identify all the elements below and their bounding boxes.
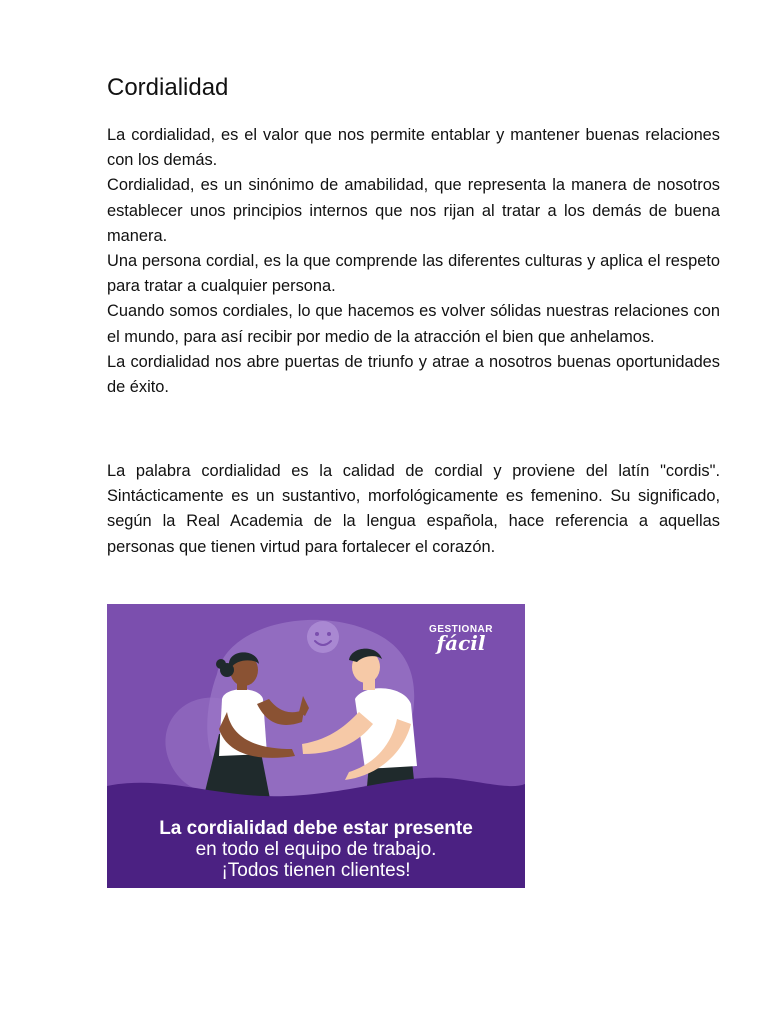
caption-line-3: ¡Todos tienen clientes! xyxy=(221,860,411,881)
paragraph: Una persona cordial, es la que comprende las diferentes culturas y aplica el respeto para tratar a cualquier persona. xyxy=(107,252,720,296)
paragraph: Cuando somos cordiales, lo que hacemos es volver sólidas nuestras relaciones con el mundo, para así recibir por medio de la atracción el bien que anhelamos. xyxy=(107,302,720,346)
brand-logo-bottom: fácil xyxy=(436,631,486,655)
paragraph: La cordialidad, es el valor que nos permite entablar y mantener buenas relaciones con los demás. xyxy=(107,126,720,170)
paragraph: La cordialidad nos abre puertas de triunfo y atrae a nosotros buenas oportunidades de éxito. xyxy=(107,352,720,397)
cordiality-illustration xyxy=(107,604,525,888)
brand-logo-top: GESTIONAR xyxy=(429,624,493,635)
body-text-block-1 xyxy=(107,123,720,400)
caption-line-2: en todo el equipo de trabajo. xyxy=(195,839,437,860)
page-title: Cordialidad xyxy=(107,74,229,101)
paragraph: La palabra cordialidad es la calidad de cordial y proviene del latín "cordis". Sintácticamente es un sustantivo, morfológicamente es femenino. Su significado, según la Real Academia de la lengua española, hace referencia a aquellas personas que tienen virtud para fortalecer el corazón. xyxy=(107,462,720,556)
caption-line-1: La cordialidad debe estar presente xyxy=(159,818,473,839)
paragraph: Cordialidad, es un sinónimo de amabilidad, que representa la manera de nosotros establecer unos principios internos que nos rijan al tratar a los demás de buena manera. xyxy=(107,176,720,245)
smiley-icon xyxy=(307,621,339,653)
brand-logo xyxy=(429,624,493,653)
body-text-block-2 xyxy=(107,459,720,560)
image-caption xyxy=(107,818,525,881)
